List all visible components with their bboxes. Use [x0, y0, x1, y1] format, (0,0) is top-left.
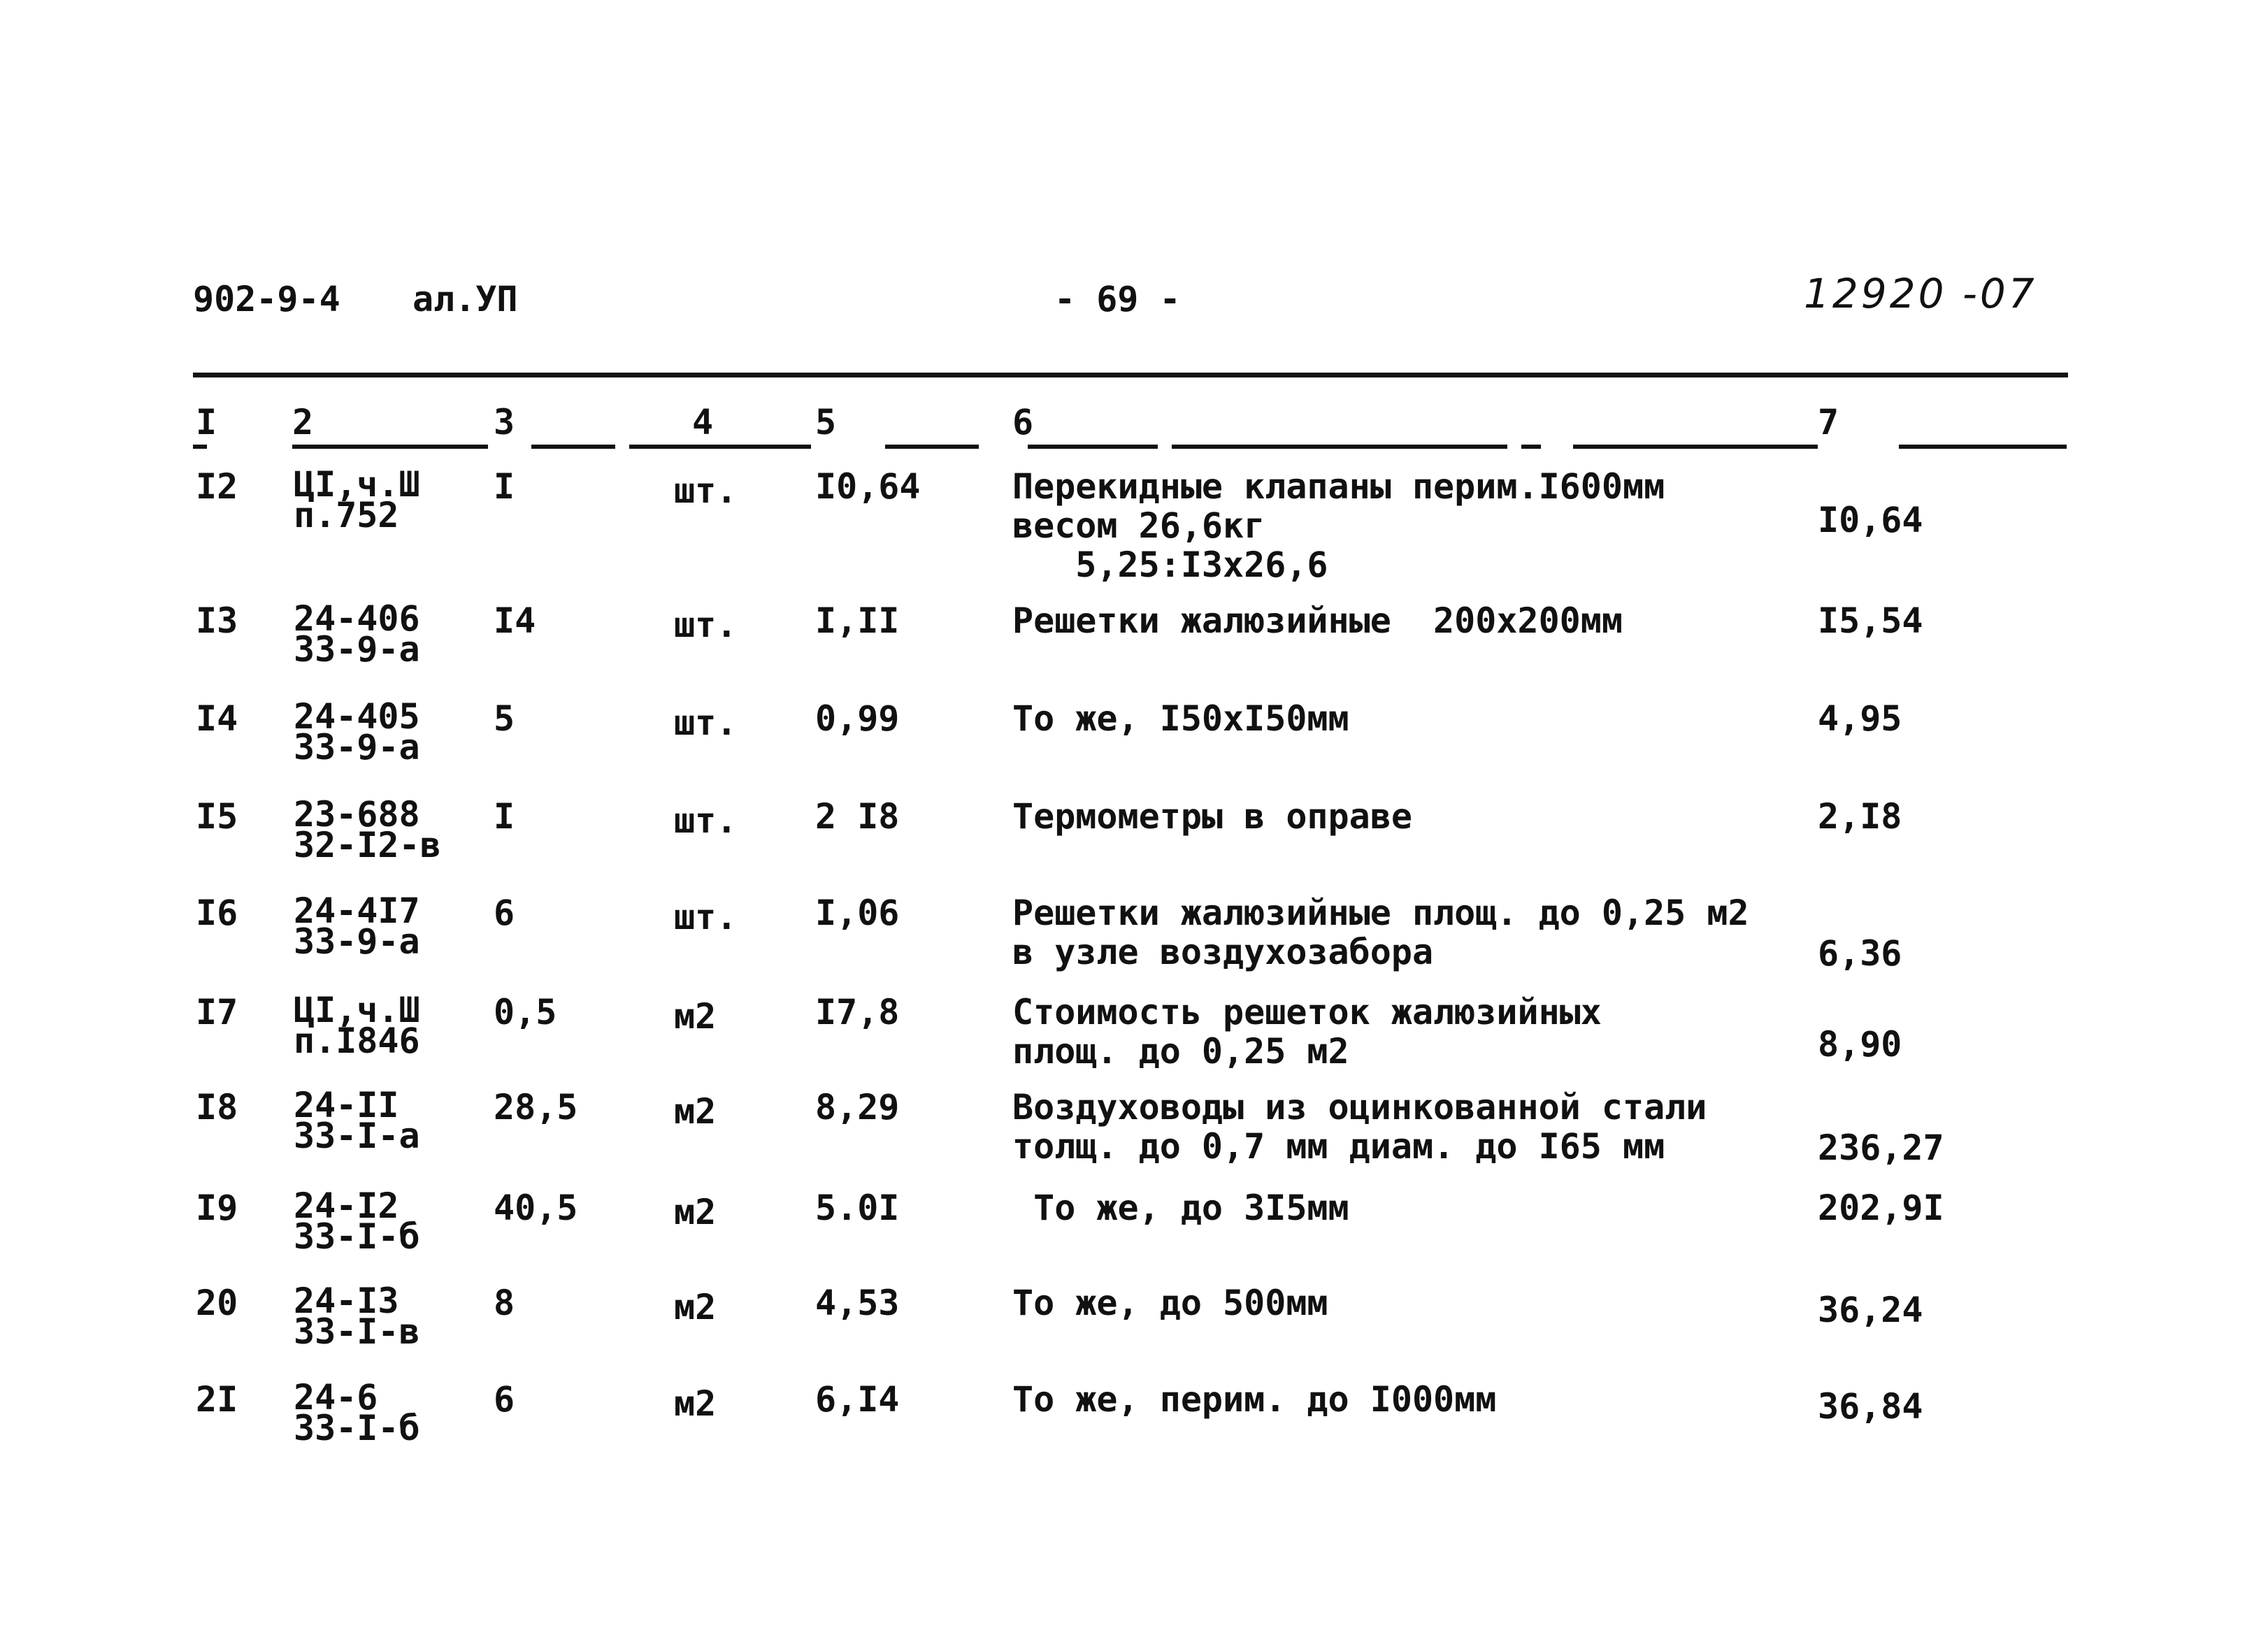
description-line: То же, перим. до I000мм — [1012, 1379, 1497, 1420]
quantity: 8 — [494, 1283, 515, 1323]
column-rule-dash — [193, 445, 207, 449]
column-number-2: 2 — [292, 402, 314, 442]
quantity: 40,5 — [494, 1188, 578, 1228]
total-cost: 36,24 — [1818, 1290, 1923, 1330]
unit-price: 0,99 — [815, 698, 900, 739]
quantity: I — [494, 796, 515, 837]
column-number-7: 7 — [1818, 402, 1839, 442]
quantity: 6 — [494, 893, 515, 933]
norm-code: 33-I-б — [294, 1216, 420, 1257]
description-line: Решетки жалюзийные площ. до 0,25 м2 — [1012, 893, 1749, 933]
unit-price: 6,I4 — [815, 1379, 900, 1420]
quantity: 28,5 — [494, 1087, 578, 1128]
row-number: I7 — [196, 992, 238, 1032]
total-cost: 36,84 — [1818, 1386, 1923, 1427]
unit: шт. — [674, 470, 738, 511]
description-line: Перекидные клапаны перим.I600мм — [1012, 466, 1665, 507]
norm-code: 33-I-в — [294, 1311, 420, 1352]
row-number: I6 — [196, 893, 238, 933]
description-line: То же, до 3I5мм — [1012, 1188, 1349, 1228]
norm-code: 24-405 — [294, 696, 420, 737]
doc-code: 902-9-4 — [193, 279, 340, 319]
column-rule-dash — [292, 445, 488, 449]
description-line: Воздуховоды из оцинкованной стали — [1012, 1087, 1707, 1128]
row-number: I9 — [196, 1188, 238, 1228]
norm-code: 33-I-а — [294, 1116, 420, 1156]
unit-price: 2 I8 — [815, 796, 900, 837]
column-number-5: 5 — [815, 402, 837, 442]
description-line: в узле воздухозабора — [1012, 932, 1434, 972]
unit-price: 4,53 — [815, 1283, 900, 1323]
description-line: площ. до 0,25 м2 — [1012, 1031, 1349, 1072]
row-number: I2 — [196, 466, 238, 507]
unit-price: I0,64 — [815, 466, 921, 507]
unit-price: I7,8 — [815, 992, 900, 1032]
total-cost: 4,95 — [1818, 698, 1902, 739]
unit: м2 — [674, 1287, 717, 1327]
norm-code: 24-II — [294, 1085, 399, 1125]
column-rule-dash — [1172, 445, 1507, 449]
total-cost: I0,64 — [1818, 500, 1923, 540]
unit: м2 — [674, 1091, 717, 1132]
description-line: Решетки жалюзийные 200х200мм — [1012, 600, 1623, 641]
norm-code: п.I846 — [294, 1021, 420, 1061]
column-rule-dash — [1573, 445, 1776, 449]
norm-code: ЦI,ч.Ш — [294, 990, 420, 1030]
row-number: I4 — [196, 698, 238, 739]
column-number-3: 3 — [494, 402, 515, 442]
norm-code: 33-9-а — [294, 727, 420, 768]
page-number: - 69 - — [1054, 279, 1181, 319]
unit-price: I,06 — [815, 893, 900, 933]
column-rule-dash — [1521, 445, 1541, 449]
norm-code: 24-6 — [294, 1377, 378, 1418]
norm-code: п.752 — [294, 495, 399, 535]
quantity: I4 — [494, 600, 536, 641]
column-number-1: I — [196, 402, 217, 442]
column-rule-dash — [1790, 445, 1818, 449]
row-number: I3 — [196, 600, 238, 641]
unit: шт. — [674, 800, 738, 841]
norm-code: ЦI,ч.Ш — [294, 464, 420, 505]
row-number: 20 — [196, 1283, 238, 1323]
unit: шт. — [674, 703, 738, 743]
total-cost: 2,I8 — [1818, 796, 1902, 837]
description-line: Стоимость решеток жалюзийных — [1012, 992, 1602, 1032]
album-label: ал.УП — [412, 279, 518, 319]
norm-code: 24-406 — [294, 598, 420, 639]
description-line: 5,25:I3х26,6 — [1012, 545, 1328, 585]
unit: шт. — [674, 897, 738, 937]
description-line: То же, I50хI50мм — [1012, 698, 1349, 739]
description-line: Термометры в оправе — [1012, 796, 1412, 837]
norm-code: 33-I-б — [294, 1408, 420, 1448]
norm-code: 23-688 — [294, 794, 420, 835]
quantity: 6 — [494, 1379, 515, 1420]
column-rule-dash — [1899, 445, 2067, 449]
column-number-6: 6 — [1012, 402, 1034, 442]
total-cost: 236,27 — [1818, 1128, 1944, 1168]
norm-code: 32-I2-в — [294, 825, 441, 865]
norm-code: 24-4I7 — [294, 891, 420, 931]
quantity: 5 — [494, 698, 515, 739]
unit: м2 — [674, 1192, 717, 1232]
description-line: толщ. до 0,7 мм диам. до I65 мм — [1012, 1126, 1665, 1167]
total-cost: I5,54 — [1818, 600, 1923, 641]
unit: шт. — [674, 605, 738, 645]
column-rule-dash — [531, 445, 615, 449]
row-number: I8 — [196, 1087, 238, 1128]
quantity: 0,5 — [494, 992, 557, 1032]
description-line: весом 26,6кг — [1012, 505, 1265, 546]
description-line: То же, до 500мм — [1012, 1283, 1328, 1323]
norm-code: 33-9-а — [294, 629, 420, 670]
quantity: I — [494, 466, 515, 507]
unit-price: 5.0I — [815, 1188, 900, 1228]
total-cost: 8,90 — [1818, 1024, 1902, 1065]
unit-price: I,II — [815, 600, 900, 641]
column-rule-dash — [888, 445, 979, 449]
column-rule-dash — [1776, 445, 1790, 449]
norm-code: 24-I2 — [294, 1186, 399, 1226]
unit: м2 — [674, 996, 717, 1037]
unit: м2 — [674, 1383, 717, 1424]
total-cost: 6,36 — [1818, 933, 1902, 974]
column-rule-dash — [1028, 445, 1158, 449]
handwritten-id: 12920 -07 — [1804, 270, 2037, 317]
norm-code: 24-I3 — [294, 1281, 399, 1321]
column-rule-dash — [629, 445, 811, 449]
row-number: 2I — [196, 1379, 238, 1420]
total-cost: 202,9I — [1818, 1188, 1944, 1228]
unit-price: 8,29 — [815, 1087, 900, 1128]
row-number: I5 — [196, 796, 238, 837]
column-number-4: 4 — [692, 402, 714, 442]
header-rule — [193, 373, 2068, 377]
norm-code: 33-9-а — [294, 921, 420, 962]
